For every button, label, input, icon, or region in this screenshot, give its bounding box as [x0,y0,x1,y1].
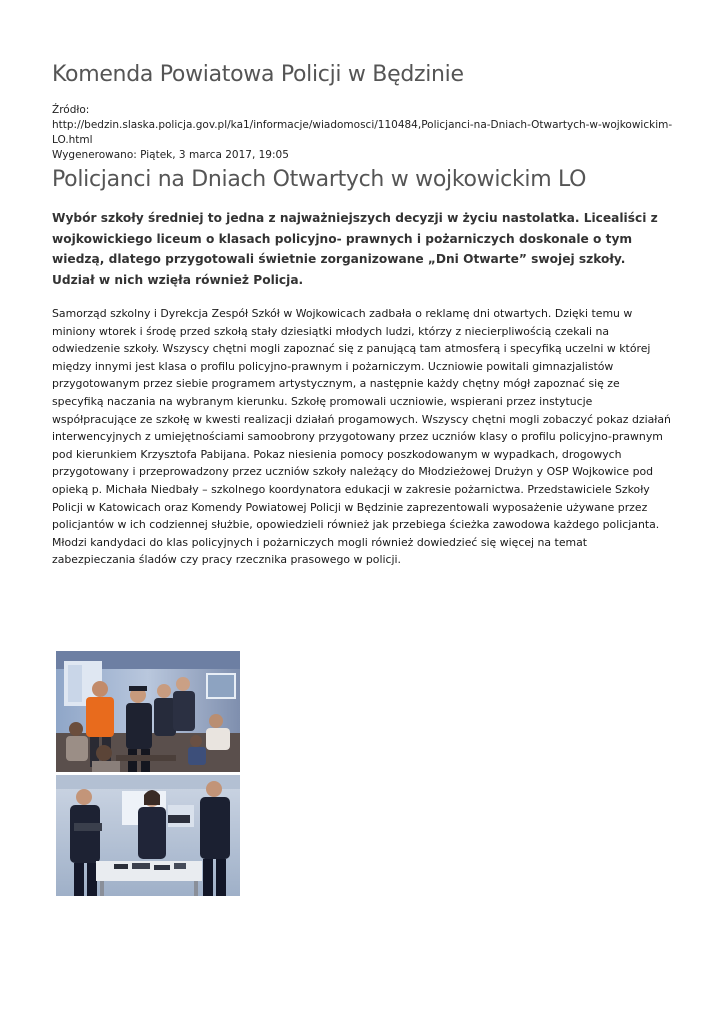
article-title: Policjanci na Dniach Otwartych w wojkowickim LO [52,167,587,192]
article-lead: Wybór szkoły średniej to jedna z najważniejszych decyzji w życiu nastolatka. Licealiści z wojkowickiego liceum o klasach policyjno- prawnych i pożarniczych doskonale o tym wiedzą, dlatego przygotowali świetnie zorganizowane „Dni Otwarte” swojej szkoły. Udział w nich wzięła również Policja. [52,211,658,287]
generated-date: Wygenerowano: Piątek, 3 marca 2017, 19:05 [52,149,289,161]
source-url: http://bedzin.slaska.policja.gov.pl/ka1/informacje/wiadomosci/110484,Policjanci-na-Dniach-Otwartych-w-wojkowickim-LO.html [52,119,673,146]
source-meta [52,103,674,163]
article-body: Samorząd szkolny i Dyrekcja Zespół Szkół w Wojkowicach zadbała o reklamę dni otwartych. Dzięki temu w miniony wtorek i środę przed szkołą stały dziesiątki młodych ludzi, którzy z niecierpliwością czekali na odwiedzenie szkoły. Wszyscy chętni mogli zapoznać się z panującą tam atmosferą i specyfiką uczelni w której między innymi jest klasa o profilu policyjno-prawnym i pożarniczym. Uczniowie powitali gimnazjalistów przygotowanym przez siebie programem artystycznym, a następnie każdy chętny mógł zapoznać się ze specyfiką naczania na wybranym kierunku. Szkołę promowali uczniowie, wspierani przez instytucje współpracujące ze szkołę w kwesti realizacji działań progamowych. Wszyscy chętni mogli zobaczyć pokaz działań interwencyjnych z umiejętnościami samoobrony przygotowany przez uczniów klasy o profilu policyjno-prawnym pod kierunkiem Krzysztofa Pabijana. Pokaz niesienia pomocy poszkodowanym w wypadkach, drogowych przygotowany i przeprowadzony przez uczniów szkoły należący do Młodzieżowej Drużyn y OSP Wojkowice pod opieką p. Michała Niedbały – szkolnego koordynatora edukacji w zakresie pożarnictwa. Przedstawiciele Szkoły Policji w Katowicach oraz Komendy Powiatowej Policji w Będzinie zaprezentowali wyposażenie używane przez policjantów w ich codziennej służbie, opowiedzieli również jak przebiega ścieżka zawodowa każdego policjanta. Młodzi kandydaci do klas policyjnych i pożarniczych mogli również dowiedzieć się więcej na temat zabezpieczania śladów czy pracy rzecznika prasowego w policji. [52,307,671,567]
article-photo-equipment [56,775,240,896]
source-label: Źródło: [52,104,90,116]
site-title: Komenda Powiatowa Policji w Będzinie [52,62,464,87]
article-photo-classroom [56,651,240,772]
